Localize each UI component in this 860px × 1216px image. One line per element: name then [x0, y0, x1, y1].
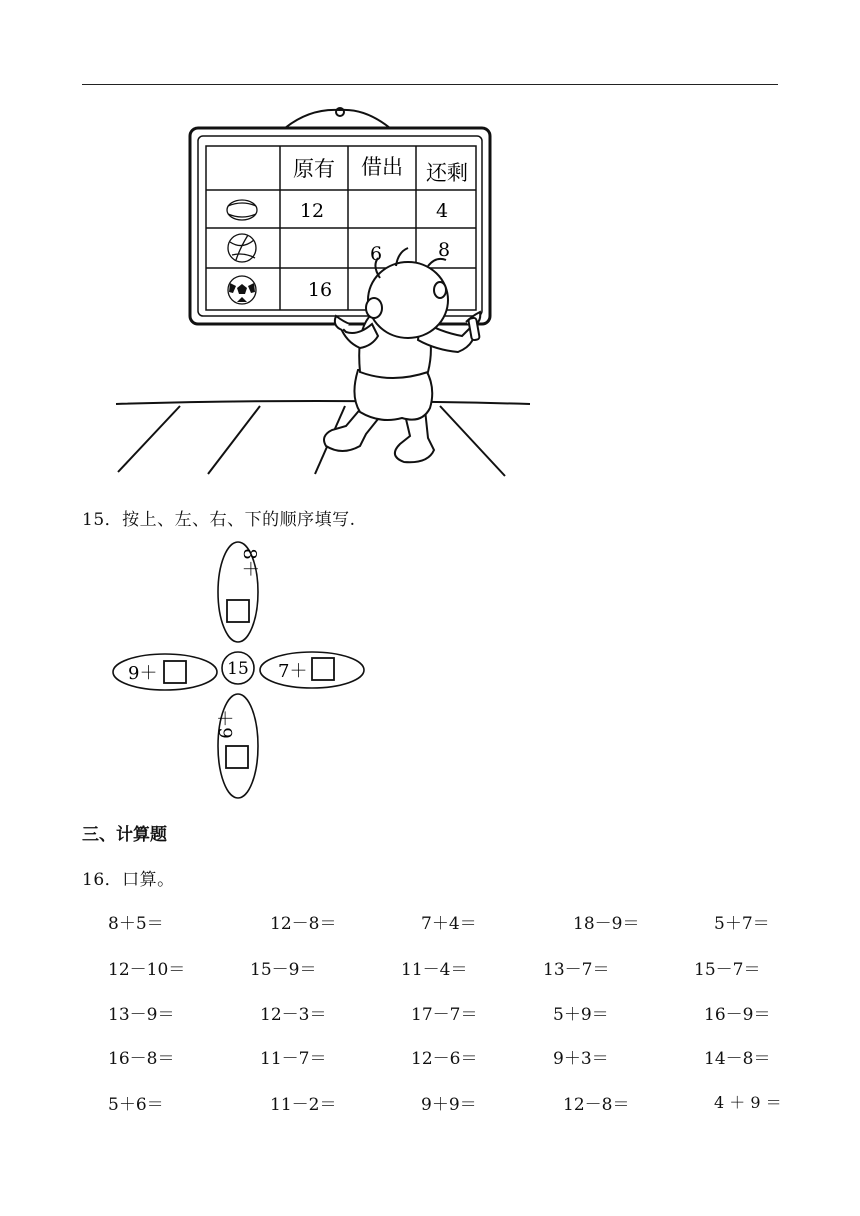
calc-item[interactable]: 11－7＝ [260, 1049, 327, 1069]
calc-item[interactable]: 14－8＝ [704, 1049, 771, 1069]
calc-item[interactable]: 5＋7＝ [714, 914, 770, 934]
calc-item[interactable]: 9＋3＝ [553, 1049, 609, 1069]
calc-item[interactable]: 5＋6＝ [108, 1095, 164, 1115]
petal-bottom-expression: 6＋ [216, 709, 237, 739]
blackboard-illustration [110, 100, 540, 482]
petal-right-answer-box[interactable] [312, 658, 334, 680]
board-cell-r2c3: 8 [437, 239, 451, 261]
board-header-3: 还剩 [426, 161, 468, 185]
petal-right-expression: 7＋ [278, 661, 308, 682]
section-3-title: 三、计算题 [82, 825, 167, 845]
calc-item[interactable]: 16－9＝ [704, 1005, 771, 1025]
calc-item[interactable]: 12－8＝ [270, 914, 337, 934]
petal-left-expression: 9＋ [128, 663, 158, 684]
calc-item[interactable]: 11－2＝ [270, 1095, 337, 1115]
number-flower-diagram [108, 540, 368, 800]
soccer-ball-icon [228, 276, 256, 304]
calc-item[interactable]: 12－8＝ [563, 1095, 630, 1115]
calc-item[interactable]: 9＋9＝ [421, 1095, 477, 1115]
board-header-1: 原有 [293, 157, 335, 181]
calc-item[interactable]: 17－7＝ [411, 1005, 478, 1025]
calc-item[interactable]: 15－9＝ [250, 960, 317, 980]
board-header-2: 借出 [361, 155, 403, 179]
volleyball-icon [228, 234, 256, 262]
petal-top-answer-box[interactable] [227, 600, 249, 622]
rugby-ball-icon [227, 200, 257, 220]
calc-item[interactable]: 12－10＝ [108, 960, 186, 980]
petal-top-expression: 8＋ [239, 548, 260, 578]
petal-left-answer-box[interactable] [164, 661, 186, 683]
calc-item[interactable]: 13－9＝ [108, 1005, 175, 1025]
flower-center-number: 15 [227, 659, 249, 679]
calc-item[interactable]: 11－4＝ [401, 960, 468, 980]
calc-item[interactable]: 16－8＝ [108, 1049, 175, 1069]
board-cell-r2c2: 6 [369, 243, 383, 265]
calc-item[interactable]: 15－7＝ [694, 960, 761, 980]
question-16-text: 16．口算。 [82, 870, 175, 890]
calc-item[interactable]: 18－9＝ [573, 914, 640, 934]
calc-item[interactable]: 5＋9＝ [553, 1005, 609, 1025]
calc-item[interactable]: 13－7＝ [543, 960, 610, 980]
calc-item[interactable]: 12－6＝ [411, 1049, 478, 1069]
calc-item[interactable]: 12－3＝ [260, 1005, 327, 1025]
calc-item[interactable]: 4 ＋ 9 ＝ [714, 1093, 782, 1112]
petal-bottom-answer-box[interactable] [226, 746, 248, 768]
board-cell-r1c3: 4 [435, 200, 449, 222]
calc-item[interactable]: 7＋4＝ [421, 914, 477, 934]
header-rule [82, 84, 778, 85]
board-cell-r1c1: 12 [299, 200, 325, 222]
calc-item[interactable]: 8＋5＝ [108, 914, 164, 934]
question-15-text: 15．按上、左、右、下的顺序填写. [82, 510, 356, 530]
board-cell-r3c1: 16 [307, 279, 333, 301]
